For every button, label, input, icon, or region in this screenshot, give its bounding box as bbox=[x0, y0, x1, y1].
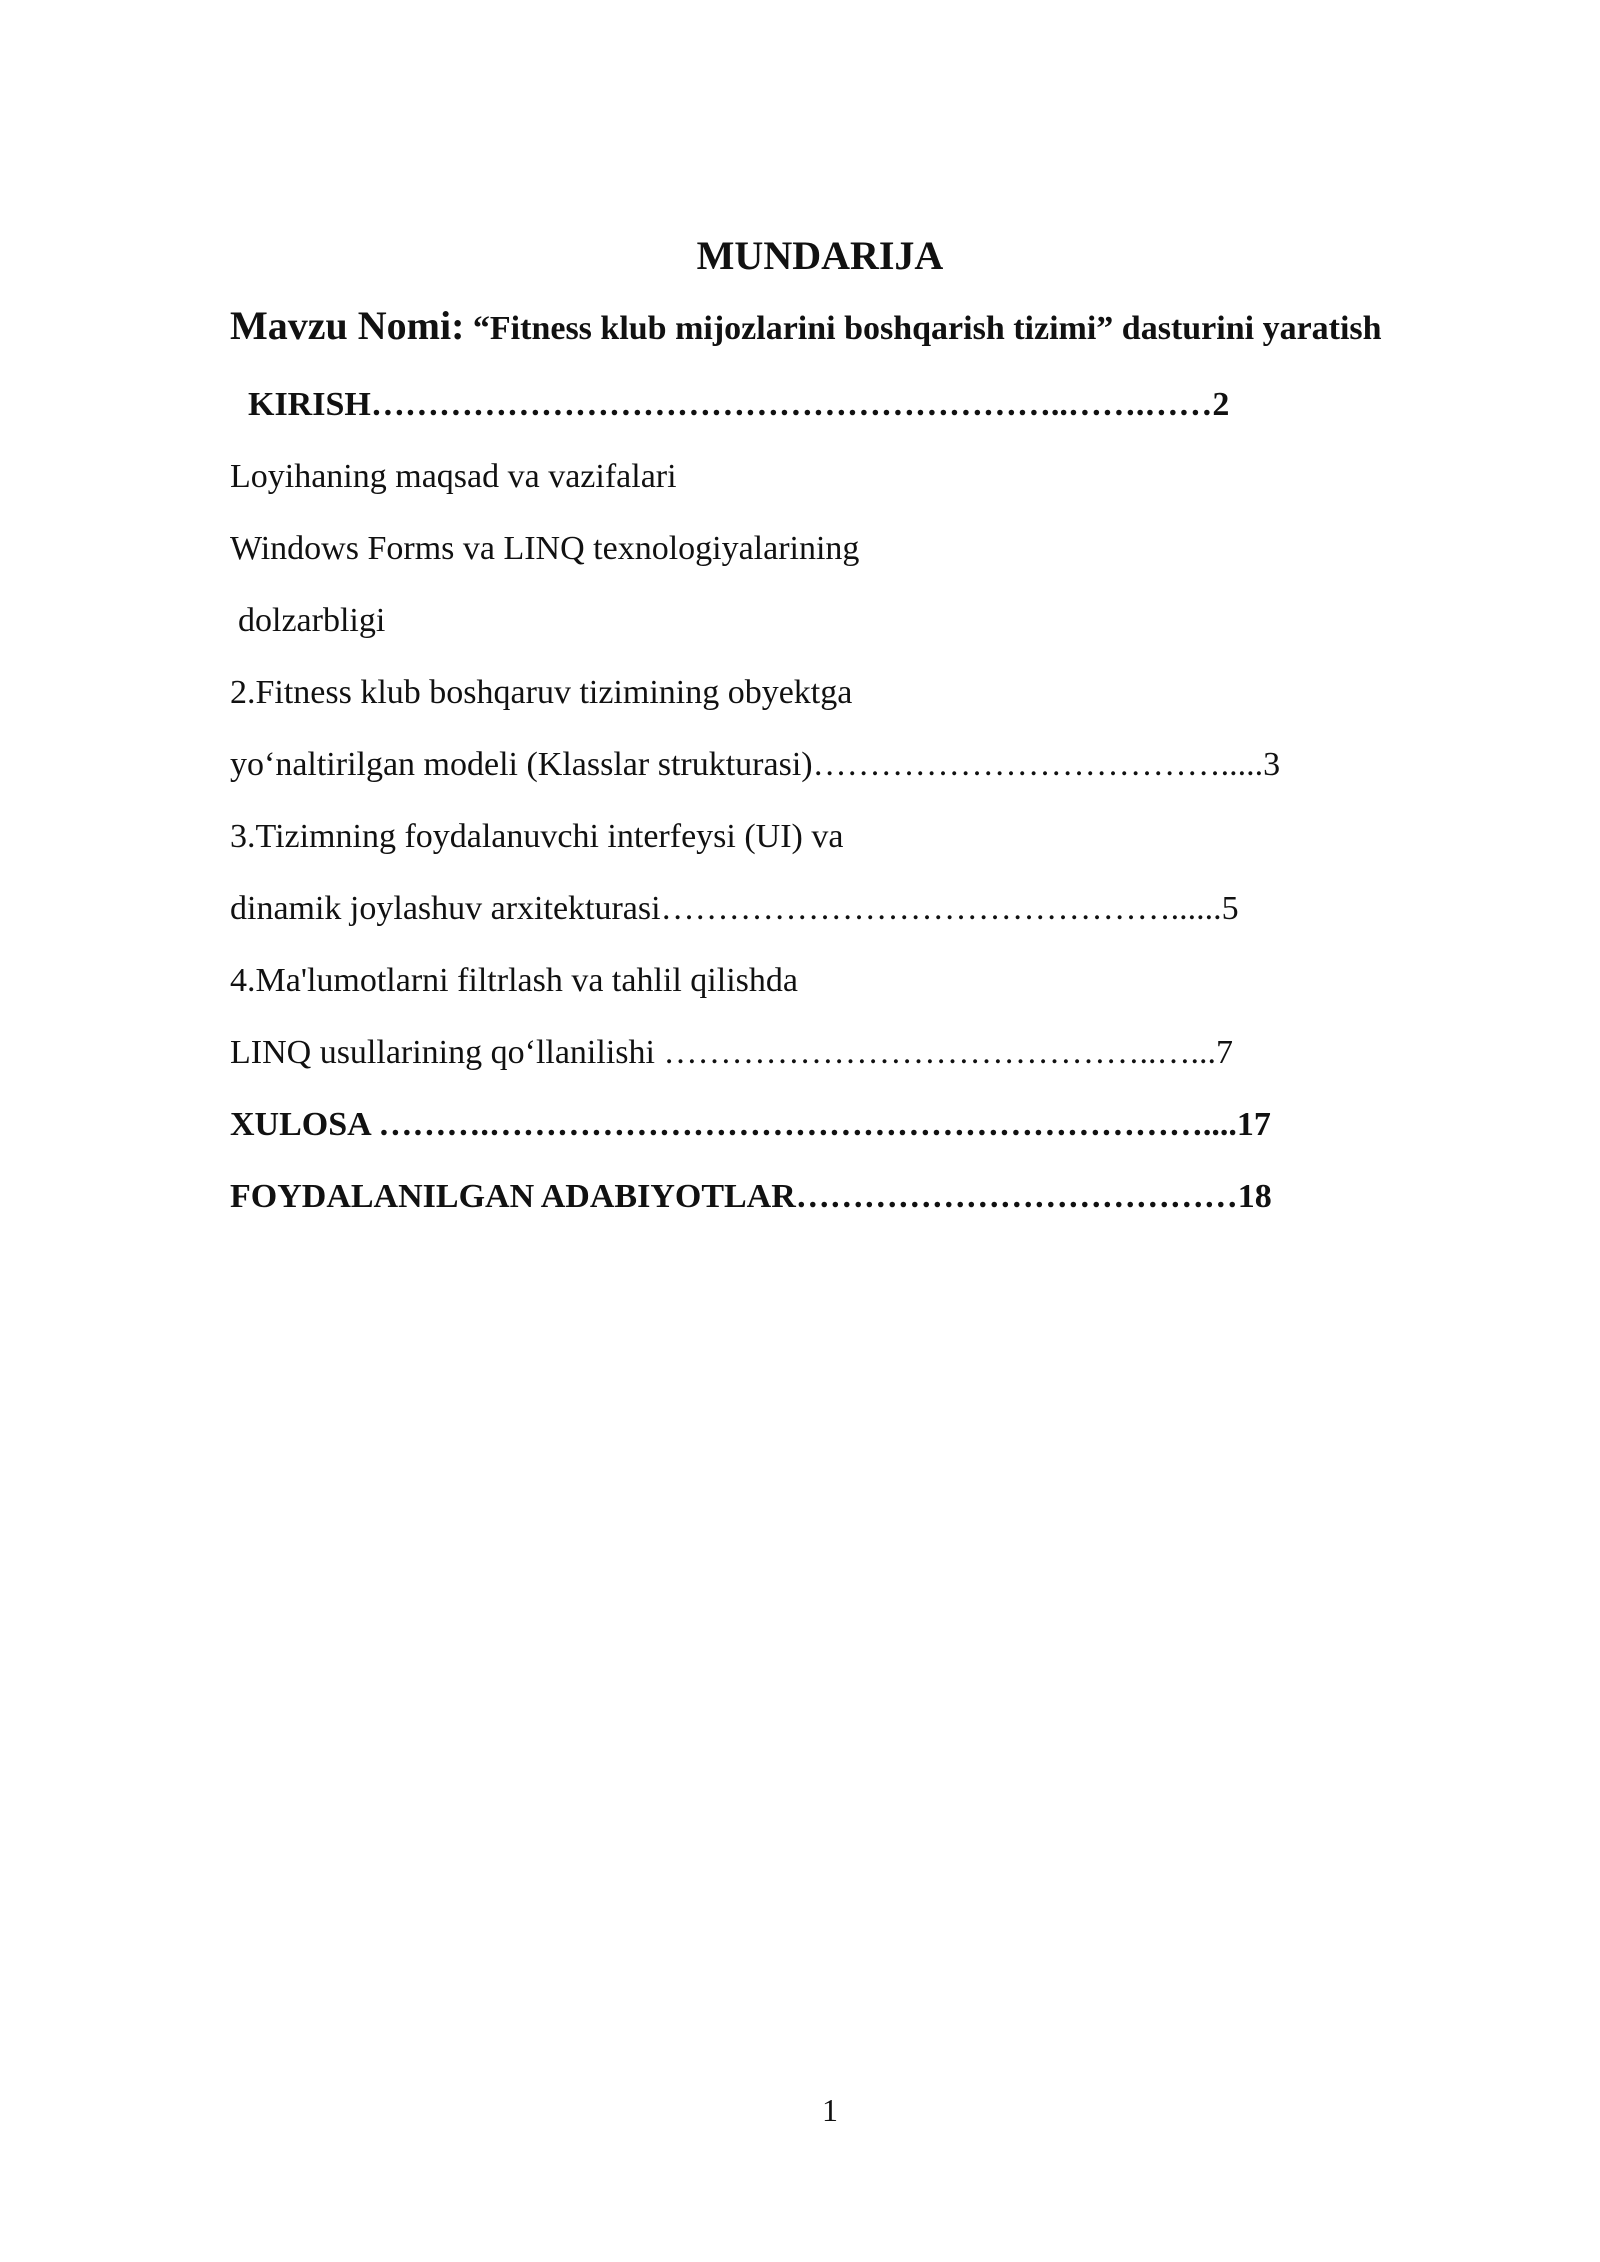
toc-entry-kirish: KIRISH……………………………………………………..…….……2 bbox=[248, 386, 1230, 423]
page-content bbox=[230, 230, 1390, 1233]
topic-text: “Fitness klub mijozlarini boshqarish tizimi” dasturini yaratish bbox=[464, 310, 1382, 347]
topic-heading bbox=[230, 300, 1390, 355]
toc-entry-section-3-cont: dinamik joylashuv arxitekturasi………………………………………......5 bbox=[230, 890, 1239, 927]
toc-entry-maqsad: Loyihaning maqsad va vazifalari bbox=[230, 458, 677, 495]
toc-entry-section-2: 2.Fitness klub boshqaruv tizimining obyektga bbox=[230, 674, 853, 711]
table-of-contents bbox=[230, 369, 1390, 1233]
topic-label: Mavzu Nomi: bbox=[230, 303, 465, 348]
toc-entry-section-2-cont: yo‘naltirilgan modeli (Klasslar strukturasi)……………………………….....3 bbox=[230, 746, 1281, 783]
toc-entry-section-4: 4.Ma'lumotlarni filtrlash va tahlil qilishda bbox=[230, 962, 798, 999]
toc-entry-section-4-cont: LINQ usullarining qo‘llanilishi ……………………………………..…...7 bbox=[230, 1034, 1233, 1071]
toc-entry-windows-forms: Windows Forms va LINQ texnologiyalarining bbox=[230, 530, 860, 567]
page-title: MUNDARIJA bbox=[696, 233, 944, 278]
toc-entry-section-3: 3.Tizimning foydalanuvchi interfeysi (UI) va bbox=[230, 818, 844, 855]
toc-entry-adabiyotlar: FOYDALANILGAN ADABIYOTLAR…………………………………18 bbox=[230, 1178, 1272, 1215]
toc-entry-dolzarbligi: dolzarbligi bbox=[238, 602, 386, 639]
toc-entry-xulosa: XULOSA ……….………………………………………………………....17 bbox=[230, 1106, 1271, 1143]
page-number: 1 bbox=[822, 2092, 838, 2128]
